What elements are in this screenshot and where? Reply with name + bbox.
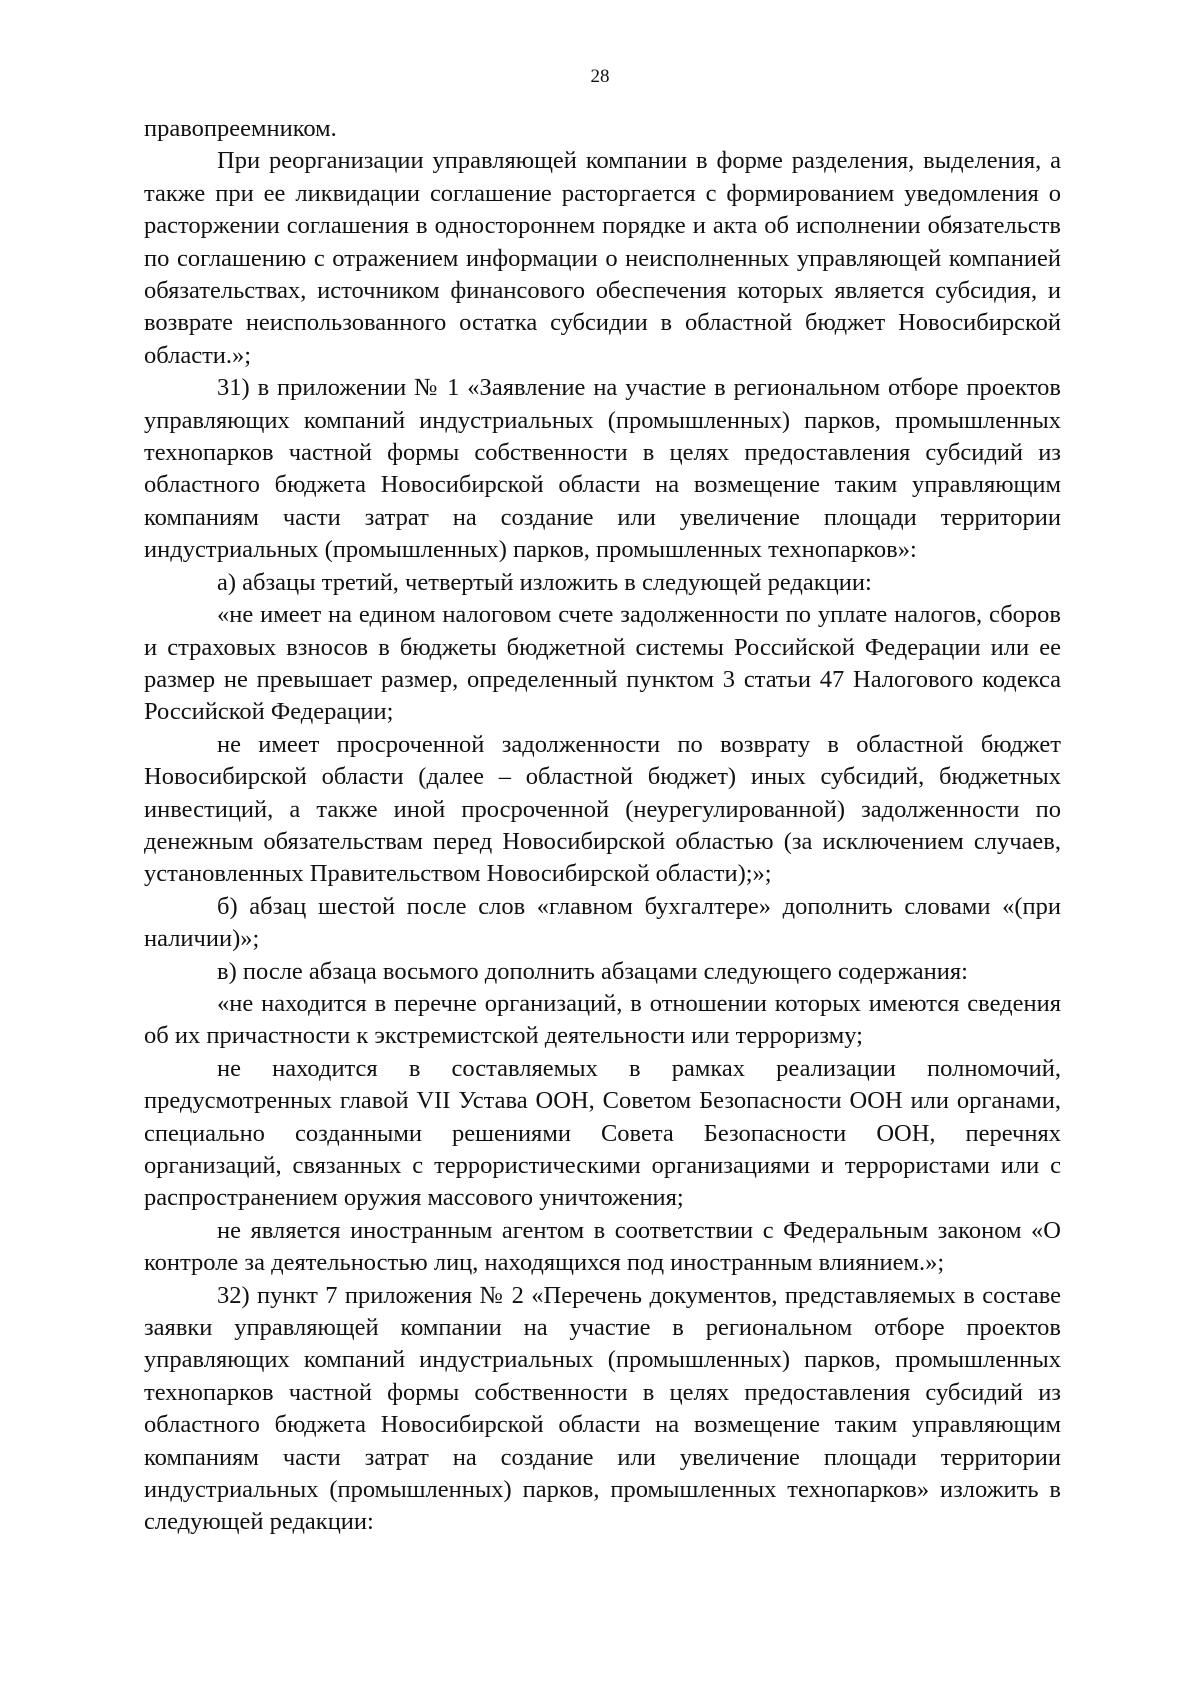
paragraph-extremism: «не находится в перечне организаций, в отношении которых имеются сведения об их причастности к экстремистской деятельности или терроризму; xyxy=(144,989,1061,1050)
paragraph-foreign-agent: не является иностранным агентом в соответствии с Федеральным законом «О контроле за деятельностью лиц, находящихся под иностранным влиянием.»; xyxy=(144,1216,1061,1277)
paragraph-subitem-a: а) абзацы третий, четвертый изложить в следующей редакции: xyxy=(217,568,872,596)
paragraph-tax-debt: «не имеет на едином налоговом счете задолженности по уплате налогов, сборов и страховых взносов в бюджеты бюджетной системы Российской Федерации или ее размер не превышает размер, определенный пунктом 3 статьи 47 Налогового кодекса Российской Федерации; xyxy=(144,601,1061,726)
paragraph-item-31: 31) в приложении № 1 «Заявление на участие в региональном отборе проектов управляющих компаний индустриальных (промышленных) парков, промышленных технопарков частной формы собственности в целях предоставления субсидий из областного бюджета Новосибирской области на возмещение таким управляющим компаниям части затрат на создание или увеличение площади территории индустриальных (промышленных) парков, промышленных технопарков»: xyxy=(144,374,1061,564)
paragraph-continuation: правопреемником. xyxy=(144,115,337,142)
paragraph-overdue-debt: не имеет просроченной задолженности по возврату в областной бюджет Новосибирской области (далее – областной бюджет) иных субсидий, бюджетных инвестиций, а также иной просроченной (неурегулированной) задолженности по денежным обязательствам перед Новосибирской областью (за исключением случаев, установленных Правительством Новосибирской области);»; xyxy=(144,730,1061,888)
paragraph-subitem-v: в) после абзаца восьмого дополнить абзацами следующего содержания: xyxy=(217,957,968,985)
paragraph-subitem-b: б) абзац шестой после слов «главном бухгалтере» дополнить словами «(при наличии)»; xyxy=(144,892,1061,953)
document-body xyxy=(144,113,1061,1539)
paragraph-un-lists: не находится в составляемых в рамках реализации полномочий, предусмотренных главой VII Устава ООН, Советом Безопасности ООН или органами, специально созданными решениями Совета Безопасности ООН, перечнях организаций, связанных с террористическими организациями и террористами или с распространением оружия массового уничтожения; xyxy=(144,1054,1061,1212)
paragraph-reorganization: При реорганизации управляющей компании в форме разделения, выделения, а также при ее ликвидации соглашение расторгается с формированием уведомления о расторжении соглашения в одностороннем порядке и акта об исполнении обязательств по соглашению с отражением информации о неисполненных управляющей компанией обязательствах, источником финансового обеспечения которых является субсидия, и возврате неиспользованного остатка субсидии в областной бюджет Новосибирской области.»; xyxy=(144,147,1061,369)
page-number: 28 xyxy=(590,66,610,87)
paragraph-item-32: 32) пункт 7 приложения № 2 «Перечень документов, представляемых в составе заявки управляющей компании на участие в региональном отборе проектов управляющих компаний индустриальных (промышленных) парков, промышленных технопарков частной формы собственности в целях предоставления субсидий из областного бюджета Новосибирской области на возмещение таким управляющим компаниям части затрат на создание или увеличение площади территории индустриальных (промышленных) парков, промышленных технопарков» изложить в следующей редакции: xyxy=(144,1281,1061,1536)
